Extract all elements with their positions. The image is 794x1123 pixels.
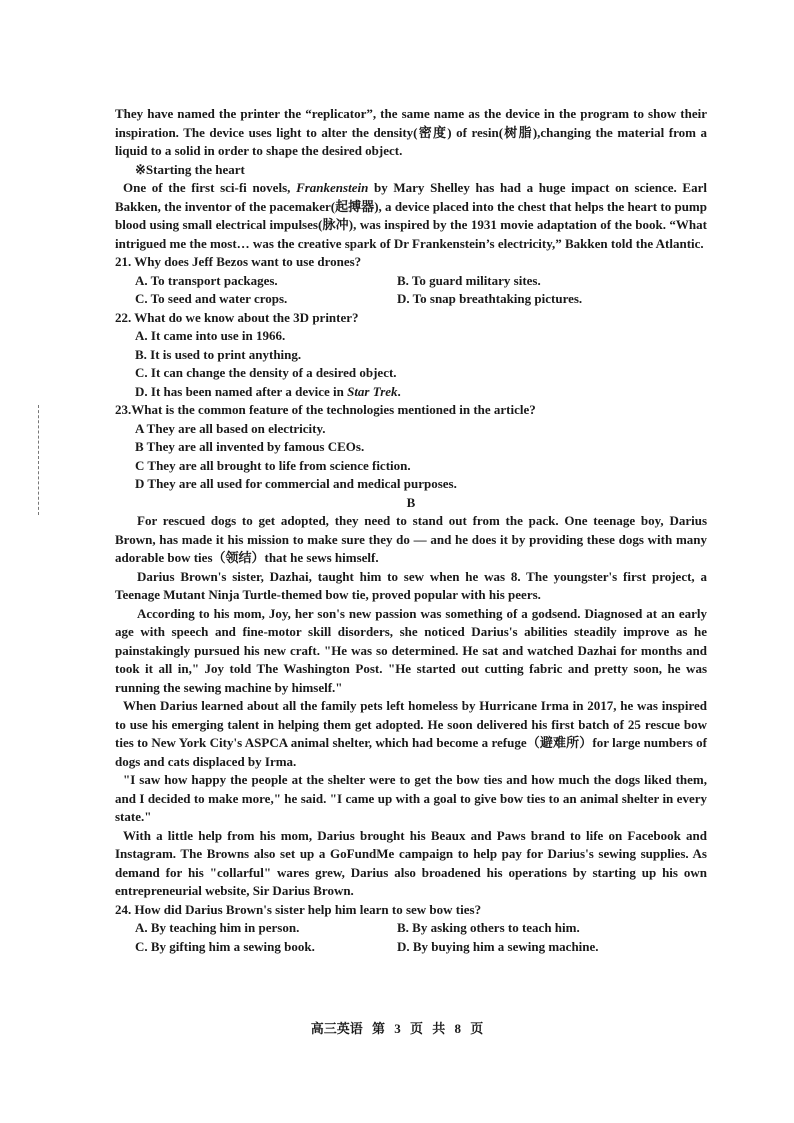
option-a: A. To transport packages. (135, 272, 278, 288)
show-title: Star Trek (347, 383, 398, 399)
option-a: A. It came into use in 1966. (135, 328, 286, 343)
option-a: A. By teaching him in person. (135, 920, 300, 935)
option-b: B They are all invented by famous CEOs. (135, 439, 365, 454)
question-stem: 24. How did Darius Brown's sister help him learn to sew bow ties? (115, 901, 482, 917)
question-23 (115, 401, 707, 494)
passage-a-paragraph: They have named the printer the “replicator”, the same name as the device in the program to show their inspiration. The device uses light to alter the density(密度) of resin(树脂),changing the material from a liquid to a solid in order to shape the desired object. (115, 106, 707, 158)
option-d: D. By buying him a sewing machine. (397, 938, 599, 954)
option-b: B. To guard military sites. (397, 272, 541, 288)
option-c: C. It can change the density of a desired object. (135, 365, 397, 380)
option-d (135, 383, 707, 402)
question-stem: 21. Why does Jeff Bezos want to use drones? (115, 254, 362, 269)
options-grid (115, 919, 707, 956)
question-22 (115, 309, 707, 402)
passage-a-paragraph (115, 179, 707, 253)
paragraph-text: by Mary Shelley has had a huge impact on science. Earl Bakken, the inventor of the pacemaker(起搏器), a device placed into the chest that helps the heart to pump blood using small electrical impulses(脉冲), was inspired by the 1931 movie adaptation of the book. “What intrigued me the most… was the creative spark of Dr Frankenstein’s electricity,” Bakken told the Atlantic. (115, 180, 707, 251)
section-subheading: ※Starting the heart (135, 161, 245, 177)
options-list (115, 327, 707, 401)
option-c: C They are all brought to life from science fiction. (135, 457, 411, 473)
passage-b-paragraph: With a little help from his mom, Darius brought his Beaux and Paws brand to life on Facebook and Instagram. The Browns also set up a GoFundMe campaign to help pay for Darius's sewing supplies. As demand for his "collarful" wares grew, Darius also broadened his operations by starting up his own entrepreneurial website, Sir Darius Brown. (115, 827, 707, 898)
section-b-label: B (406, 494, 416, 510)
question-stem: 22. What do we know about the 3D printer? (115, 309, 359, 325)
option-a: A They are all based on electricity. (135, 420, 326, 436)
options-grid (115, 272, 707, 309)
option-b: B. By asking others to teach him. (397, 920, 580, 935)
option-d: D They are all used for commercial and medical purposes. (135, 476, 457, 491)
passage-b-paragraph: According to his mom, Joy, her son's new passion was something of a godsend. Diagnosed at an early age with speech and fine-motor skill disorders, she noticed Darius's abilities steadily improve as he painstakingly pursued his new craft. "He was so determined. He sat and watched Dazhai for months and took it all in," Joy told The Washington Post. "He started out cutting fabric and pretty soon, he was running the sewing machine by himself." (115, 605, 707, 695)
option-c: C. By gifting him a sewing book. (135, 938, 315, 954)
option-d-end: . (397, 383, 401, 399)
page-footer: 高三英语 第 3 页 共 8 页 (310, 1021, 484, 1036)
question-21 (115, 253, 707, 309)
option-b: B. It is used to print anything. (135, 346, 302, 362)
option-d: D. To snap breathtaking pictures. (397, 291, 583, 306)
option-c: C. To seed and water crops. (135, 291, 288, 306)
passage-b-paragraph: Darius Brown's sister, Dazhai, taught him to sew when he was 8. The youngster's first project, a Teenage Mutant Ninja Turtle-themed bow tie, proved popular with his peers. (115, 568, 707, 602)
options-list (115, 420, 707, 494)
option-d-text: D. It has been named after a device in (135, 383, 348, 399)
paragraph-text: One of the first sci-fi novels, (123, 180, 297, 195)
question-stem: 23.What is the common feature of the technologies mentioned in the article? (115, 402, 536, 417)
passage-b-paragraph: "I saw how happy the people at the shelter were to get the bow ties and how much the dogs liked them, and I decided to make more," he said. "I came up with a goal to give bow ties to an animal shelter in every state." (115, 772, 707, 824)
question-24 (115, 901, 707, 957)
passage-b-paragraph: When Darius learned about all the family pets left homeless by Hurricane Irma in 2017, he was inspired to use his emerging talent in helping them get adopted. He soon delivered his first batch of 25 rescue bow ties to New York City's ASPCA animal shelter, which had become a refuge（避难所）for large numbers of dogs and cats displaced by Irma. (115, 698, 707, 769)
passage-b-paragraph: For rescued dogs to get adopted, they need to stand out from the pack. One teenage boy, Darius Brown, has made it his mission to make sure they do — and he does it by providing these dogs with many adorable bow ties（领结）that he sews himself. (115, 513, 707, 565)
book-title: Frankenstein (296, 180, 369, 195)
page-content (115, 105, 707, 956)
binding-margin-line (38, 405, 45, 515)
